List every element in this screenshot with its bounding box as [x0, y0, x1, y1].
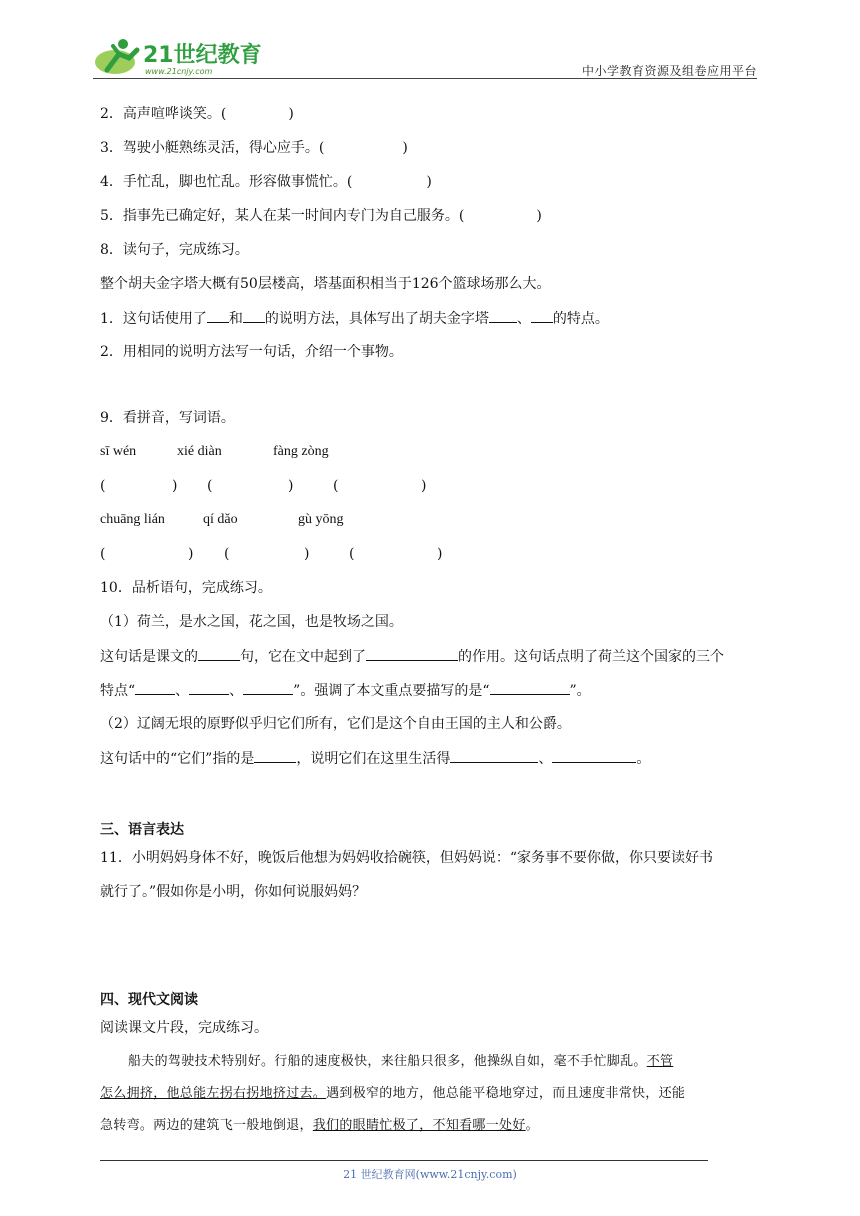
- pinyin-5: qí dǎo: [203, 512, 238, 527]
- q10-part2: （2）辽阔无垠的原野似乎归它们所有，它们是这个自由王国的主人和公爵。: [100, 716, 571, 732]
- q10-part1-question2: 特点“ 、 、 ”。强调了本文重点要描写的是“ ”。: [100, 680, 591, 701]
- logo: [93, 34, 263, 78]
- pinyin-1: sī wén: [100, 444, 137, 459]
- passage-line-1: 船夫的驾驶技术特别好。行船的速度极快，来往船只很多，他操纵自如，毫不手忙脚乱。不管: [128, 1054, 674, 1069]
- logo-text: 21世纪教育: [143, 43, 262, 68]
- passage-line-2: 怎么拥挤，他总能左拐右拐地挤过去。遇到极窄的地方，他总能平稳地穿过，而且速度非常快，还能: [100, 1086, 686, 1101]
- q7-item-4: 4．手忙乱，脚也忙乱。形容做事慌忙。( ): [100, 174, 432, 190]
- logo-graphic: [93, 34, 263, 78]
- q8-sentence: 整个胡夫金字塔大概有50层楼高，塔基面积相当于126个篮球场那么大。: [100, 276, 551, 292]
- footer-text: 21 世纪教育网(www.21cnjy.com): [343, 1168, 517, 1181]
- q8-title: 8．读句子，完成练习。: [100, 242, 249, 258]
- pinyin-6: gù yōng: [298, 512, 344, 527]
- passage-line-3: 急转弯。两边的建筑飞一般地倒退，我们的眼睛忙极了，不知看哪一处好。: [100, 1118, 539, 1133]
- q7-item-3: 3．驾驶小艇熟练灵活，得心应手。( ): [100, 140, 408, 156]
- footer-divider: [100, 1160, 708, 1161]
- q11-line2: 就行了。”假如你是小明，你如何说服妈妈？: [100, 884, 367, 900]
- q7-item-5: 5．指事先已确定好，某人在某一时间内专门为自己服务。( ): [100, 208, 542, 224]
- page-header: [0, 0, 860, 90]
- logo-url: www.21cnjy.com: [145, 67, 213, 76]
- pinyin-3: fàng zòng: [273, 444, 329, 459]
- q10-part2-question: 这句话中的“它们”指的是 ，说明它们在这里生活得 、 。: [100, 748, 650, 769]
- q10-part1-question: 这句话是课文的 句，它在文中起到了 的作用。这句话点明了荷兰这个国家的三个: [100, 646, 724, 667]
- section-3-title: 三、语言表达: [100, 822, 184, 838]
- section-4-intro: 阅读课文片段，完成练习。: [100, 1020, 268, 1036]
- q10-part1: （1）荷兰，是水之国，花之国，也是牧场之国。: [100, 614, 403, 630]
- q7-item-2: 2．高声喧哗谈笑。( ): [100, 106, 294, 122]
- pinyin-2: xié diàn: [177, 444, 222, 459]
- section-4-title: 四、现代文阅读: [100, 992, 198, 1008]
- q9-title: 9．看拼音，写词语。: [100, 410, 235, 426]
- q11-line1: 11．小明妈妈身体不好，晚饭后他想为妈妈收拾碗筷，但妈妈说：“家务事不要你做，你只要读好书: [100, 850, 713, 866]
- platform-name: 中小学教育资源及组卷应用平台: [581, 64, 757, 78]
- q10-title: 10．品析语句，完成练习。: [100, 580, 272, 596]
- q8-sub1: 1．这句话使用了 和 的说明方法，具体写出了胡夫金字塔 、 的特点。: [100, 308, 609, 329]
- header-divider: [93, 78, 757, 79]
- q8-sub2: 2．用相同的说明方法写一句话，介绍一个事物。: [100, 344, 403, 360]
- pinyin-4: chuāng lián: [100, 512, 165, 527]
